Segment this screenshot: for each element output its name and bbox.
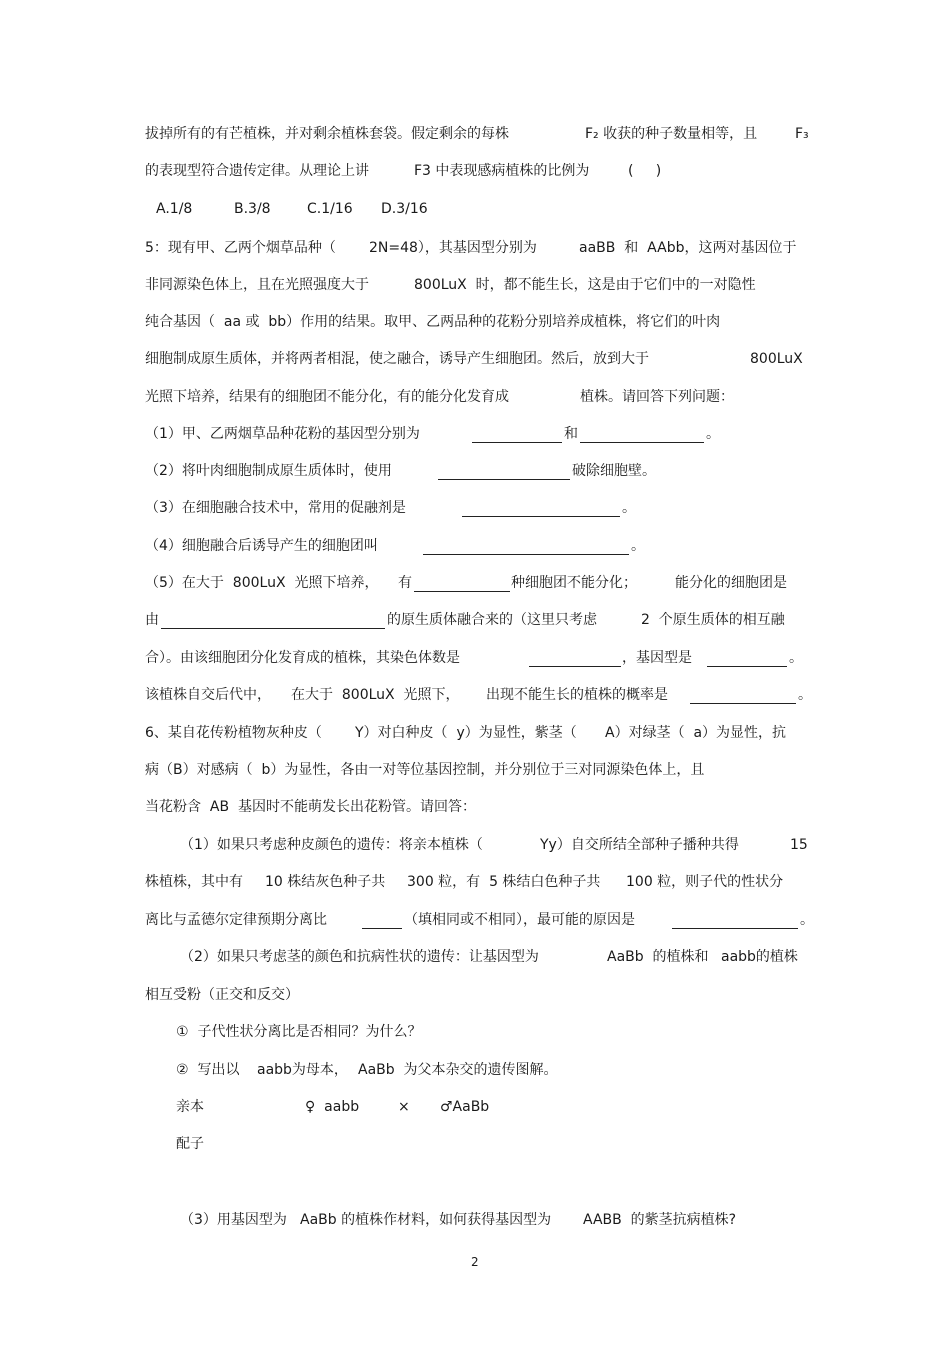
page-number: 2 <box>471 1255 479 1269</box>
text-line: 的表现型符合遗传定律。从理论上讲 <box>145 163 369 179</box>
cross-symbol: × <box>398 1099 410 1115</box>
q5-sub5: 由 <box>145 612 159 628</box>
male-parent: ♂AaBb <box>440 1099 490 1115</box>
q6-sub2: aabb的植株 <box>721 949 798 965</box>
q6-line: 病（B）对感病（ b）为显性，各由一对等位基因控制，并分别位于三对同源染色体上，且 <box>145 762 705 778</box>
q6-line: 当花粉含 AB 基因时不能萌发长出花粉管。请回答： <box>145 799 476 815</box>
answer-blank[interactable] <box>672 928 798 929</box>
q6-sub1: 离比与孟德尔定律预期分离比 <box>145 912 327 928</box>
answer-blank[interactable] <box>462 516 620 517</box>
q5-sub3: （3）在细胞融合技术中，常用的促融剂是 <box>145 500 406 516</box>
q6-sub1: 100 粒，则子代的性状分 <box>626 874 784 890</box>
answer-blank[interactable] <box>580 442 704 443</box>
answer-blank[interactable] <box>529 666 621 667</box>
q5-line: 2N=48），其基因型分别为 <box>369 240 537 256</box>
q6-item-2: ② 写出以 <box>176 1062 240 1078</box>
q5-sub4: 。 <box>631 538 645 554</box>
q5-sub5: 有 <box>398 575 412 591</box>
q5-sub5: 。 <box>798 687 812 703</box>
q5-line: 800LuX <box>750 351 803 367</box>
q5-sub3: 。 <box>622 500 636 516</box>
q5-sub5: 。 <box>789 650 803 666</box>
q5-sub5: ，基因型是 <box>622 650 692 666</box>
q6-sub1: 。 <box>800 912 814 928</box>
answer-blank[interactable] <box>414 591 510 592</box>
q6-sub2: 相互受粉（正交和反交） <box>145 987 299 1003</box>
q5-sub5: 能分化的细胞团是 <box>675 575 787 591</box>
q5-line: aaBB 和 AAbb，这两对基因位于 <box>579 240 797 256</box>
cross-label-parent: 亲本 <box>176 1099 204 1115</box>
q5-line: 植株。请回答下列问题： <box>580 389 734 405</box>
q5-line: 800LuX 时，都不能生长，这是由于它们中的一对隐性 <box>414 277 756 293</box>
q5-sub1: （1）甲、乙两烟草品种花粉的基因型分别为 <box>145 426 420 442</box>
cross-label-gamete: 配子 <box>176 1136 204 1152</box>
answer-blank[interactable] <box>690 703 796 704</box>
q5-sub5: 在大于 800LuX 光照下， <box>291 687 460 703</box>
answer-blank[interactable] <box>362 928 402 929</box>
option-a: A.1/8 <box>156 201 193 217</box>
text-line: F₃ <box>795 126 809 142</box>
option-c: C.1/16 <box>307 201 353 217</box>
q6-sub1: （填相同或不相同），最可能的原因是 <box>404 912 635 928</box>
q6-sub3: AaBb 的植株作材料，如何获得基因型为 <box>300 1212 552 1228</box>
q6-sub1: 300 粒，有 5 株结白色种子共 <box>407 874 601 890</box>
text-line: 拔掉所有的有芒植株，并对剩余植株套袋。假定剩余的每株 <box>145 126 509 142</box>
q6-sub1: （1）如果只考虑种皮颜色的遗传：将亲本植株（ <box>180 837 483 853</box>
q5-sub5: 种细胞团不能分化； <box>511 575 637 591</box>
q6-item-2: aabb为母本， <box>257 1062 348 1078</box>
q5-sub4: （4）细胞融合后诱导产生的细胞团叫 <box>145 538 378 554</box>
text-line: F3 中表现感病植株的比例为 <box>414 163 590 179</box>
q5-line: 光照下培养，结果有的细胞团不能分化，有的能分化发育成 <box>145 389 509 405</box>
q6-line: A）对绿茎（ a）为显性，抗 <box>605 725 787 741</box>
q6-sub3: （3）用基因型为 <box>180 1212 287 1228</box>
option-d: D.3/16 <box>381 201 428 217</box>
answer-blank[interactable] <box>438 479 570 480</box>
q5-sub1: 。 <box>706 426 720 442</box>
q5-line: 非同源染色体上，且在光照强度大于 <box>145 277 369 293</box>
text-line: F₂ 收获的种子数量相等，且 <box>585 126 758 142</box>
q5-sub5: 2 个原生质体的相互融 <box>641 612 785 628</box>
q5-line: 细胞制成原生质体，并将两者相混，使之融合，诱导产生细胞团。然后，放到大于 <box>145 351 649 367</box>
answer-blank[interactable] <box>707 666 787 667</box>
q5-sub5: 该植株自交后代中， <box>145 687 271 703</box>
q6-sub3: AABB 的紫茎抗病植株? <box>583 1212 737 1228</box>
q5-sub5: 出现不能生长的植株的概率是 <box>486 687 668 703</box>
q5-sub5: 合）。由该细胞团分化发育成的植株，其染色体数是 <box>145 650 460 666</box>
q6-line: 6、某自花传粉植物灰种皮（ <box>145 725 322 741</box>
q6-sub1: 15 <box>790 837 808 853</box>
answer-blank[interactable] <box>472 442 562 443</box>
q6-sub1: Yy）自交所结全部种子播种共得 <box>540 837 739 853</box>
q6-item-1: ① 子代性状分离比是否相同？为什么？ <box>176 1024 422 1040</box>
q5-sub5: 的原生质体融合来的（这里只考虑 <box>387 612 597 628</box>
female-parent: ♀ aabb <box>305 1099 360 1115</box>
q6-sub2: AaBb 的植株和 <box>607 949 709 965</box>
q6-line: Y）对白种皮（ y）为显性，紫茎（ <box>355 725 577 741</box>
q6-sub2: （2）如果只考虑茎的颜色和抗病性状的遗传：让基因型为 <box>180 949 539 965</box>
q5-sub5: （5）在大于 800LuX 光照下培养， <box>145 575 379 591</box>
answer-blank[interactable] <box>161 628 385 629</box>
q5-sub2: （2）将叶肉细胞制成原生质体时，使用 <box>145 463 392 479</box>
q6-sub1: 株植株，其中有 <box>145 874 243 890</box>
q5-sub1: 和 <box>564 426 578 442</box>
option-b: B.3/8 <box>234 201 271 217</box>
text-line: ( ) <box>628 163 662 179</box>
q6-item-2: AaBb 为父本杂交的遗传图解。 <box>358 1062 558 1078</box>
q5-sub2: 破除细胞壁。 <box>572 463 656 479</box>
q6-sub1: 10 株结灰色种子共 <box>265 874 386 890</box>
q5-line: 5：现有甲、乙两个烟草品种（ <box>145 240 336 256</box>
answer-blank[interactable] <box>423 554 629 555</box>
q5-line: 纯合基因（ aa 或 bb）作用的结果。取甲、乙两品种的花粉分别培养成植株，将它们的叶肉 <box>145 314 721 330</box>
